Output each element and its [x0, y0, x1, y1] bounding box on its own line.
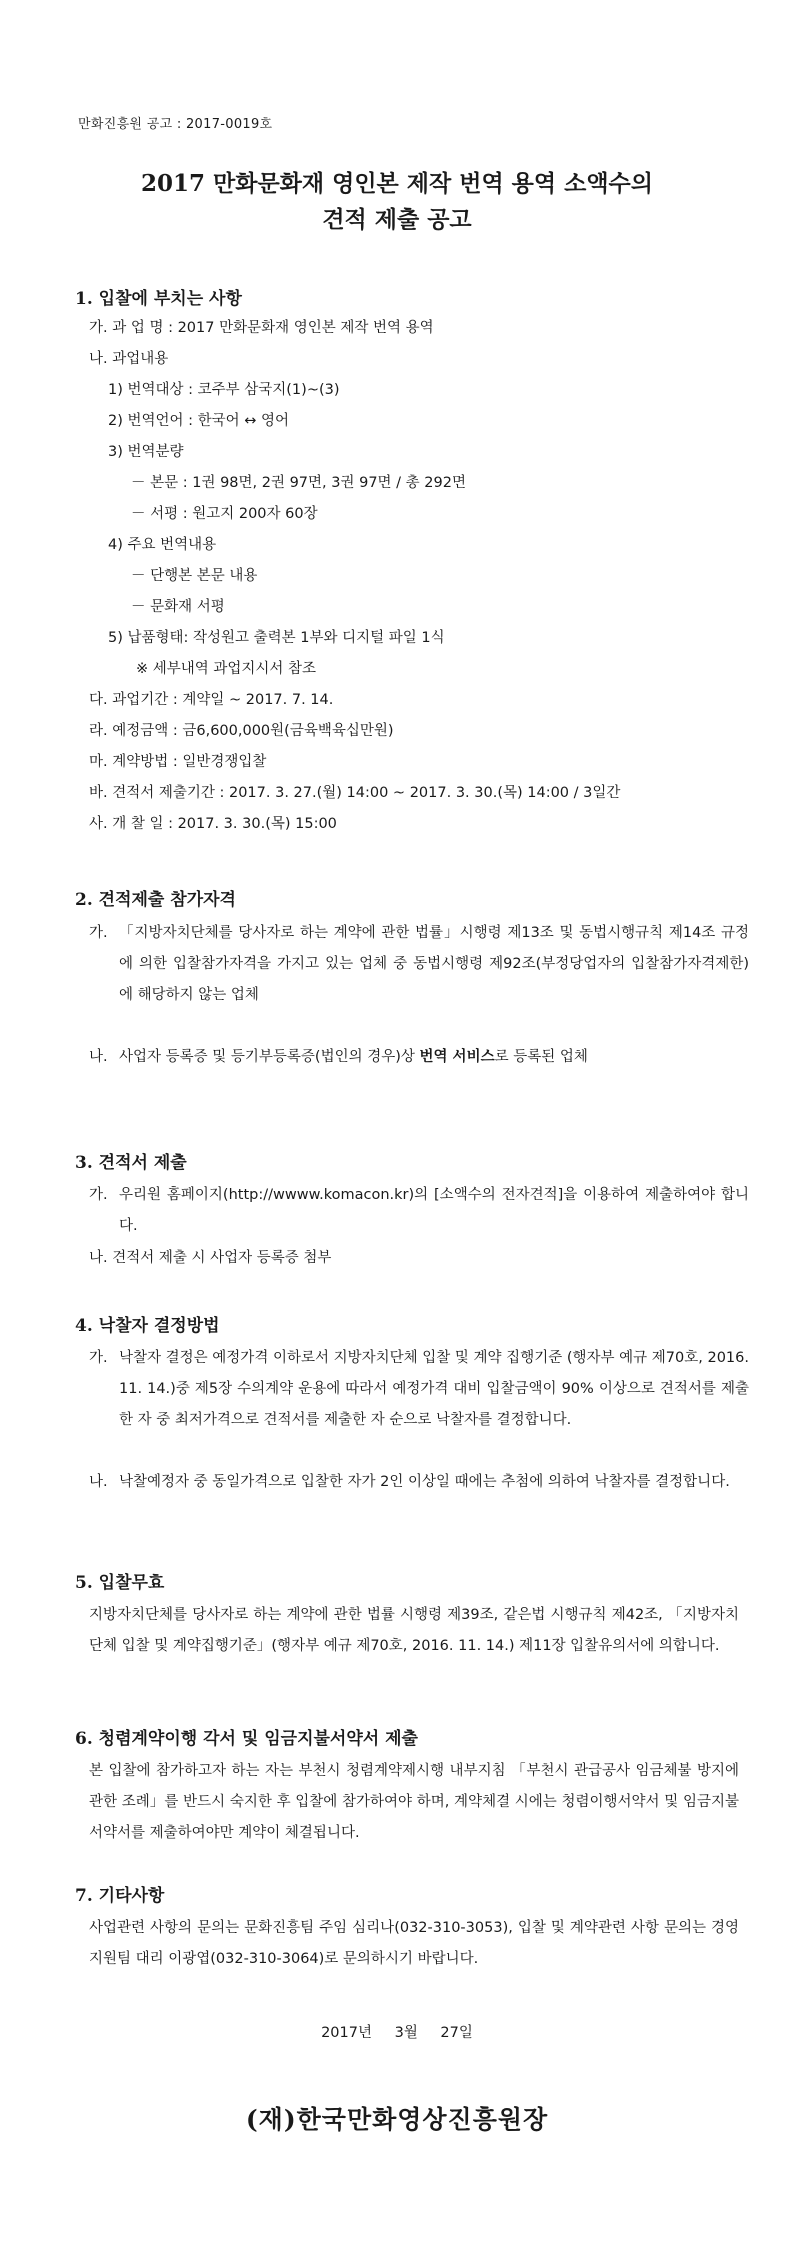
issuing-organization: (재)한국만화영상진흥원장	[245, 2105, 549, 2134]
s4-ga-text: 낙찰자 결정은 예정가격 이하로서 지방자치단체 입찰 및 계약 집행기준 (행자부 예규 제70호, 2016. 11. 14.)중 제5장 수의계약 운용에 따라서 예정가격 대비 입찰금액이 90% 이상으로 견적서를 제출한 자 중 최저가격으로 견적서를 제출한 자 순으로 낙찰자를 결정합니다.	[119, 1350, 749, 1428]
s1-item-ma: 마. 계약방법 : 일반경쟁입찰	[89, 754, 267, 770]
s4-ga-mark: 가.	[89, 1350, 108, 1366]
section-3-heading: 3. 견적서 제출	[75, 1153, 187, 1173]
s1-sub-3-review: － 서평 : 원고지 200자 60장	[131, 506, 318, 522]
s3-ga-mark: 가.	[89, 1187, 108, 1203]
s1-note: ※ 세부내역 과업지시서 참조	[136, 661, 317, 677]
document-title	[0, 166, 794, 238]
s5-text: 지방자치단체를 당사자로 하는 계약에 관한 법률 시행령 제39조, 같은법 시행규칙 제42조, 「지방자치단체 입찰 및 계약집행기준」(행자부 예규 제70호, 2016. 11. 14.) 제11장 입찰유의서에 의합니다.	[89, 1607, 739, 1654]
issue-date: 2017년 3월 27일	[321, 2025, 473, 2041]
s2-na-text-b: 로 등록된 업체	[494, 1049, 588, 1065]
s1-sub-1: 1) 번역대상 : 코주부 삼국지(1)~(3)	[108, 382, 340, 398]
s1-item-ba: 바. 견적서 제출기간 : 2017. 3. 27.(월) 14:00 ~ 2017. 3. 30.(목) 14:00 / 3일간	[89, 785, 621, 801]
s6-text: 본 입찰에 참가하고자 하는 자는 부천시 청렴계약제시행 내부지침 「부천시 관급공사 임금체불 방지에 관한 조례」를 반드시 숙지한 후 입찰에 참가하여야 하며, 계약체결 시에는 청렴이행서약서 및 임금지불서약서를 제출하여야만 계약이 체결됩니다.	[89, 1763, 739, 1841]
s2-item-na	[89, 1042, 749, 1073]
s4-item-ga	[89, 1343, 749, 1436]
s1-sub-2: 2) 번역언어 : 한국어 ↔ 영어	[108, 413, 290, 429]
s4-item-na	[89, 1467, 749, 1498]
section-1-heading: 1. 입찰에 부치는 사항	[75, 289, 242, 309]
s3-item-ga	[89, 1180, 749, 1242]
notice-number: 만화진흥원 공고 : 2017-0019호	[78, 117, 273, 132]
title-line-2: 견적 제출 공고	[322, 206, 472, 233]
section-6-heading: 6. 청렴계약이행 각서 및 임금지불서약서 제출	[75, 1729, 418, 1749]
s2-item-ga	[89, 918, 749, 1042]
s2-ga-text: 「지방자치단체를 당사자로 하는 계약에 관한 법률」시행령 제13조 및 동법시행규칙 제14조 규정에 의한 입찰참가자격을 가지고 있는 업체 중 동법시행령 제92조(부정당업자의 입찰참가자격제한)에 해당하지 않는 업체	[119, 925, 749, 1003]
s2-na-text-a: 사업자 등록증 및 등기부등록증(법인의 경우)상	[119, 1049, 420, 1065]
s1-sub-3-body: － 본문 : 1권 98면, 2권 97면, 3권 97면 / 총 292면	[131, 475, 466, 491]
section-4-heading: 4. 낙찰자 결정방법	[75, 1316, 220, 1336]
s4-na-text: 낙찰예정자 중 동일가격으로 입찰한 자가 2인 이상일 때에는 추첨에 의하여 낙찰자를 결정합니다.	[119, 1474, 730, 1490]
s3-item-na: 나. 견적서 제출 시 사업자 등록증 첨부	[89, 1250, 332, 1266]
title-line-1: 2017 만화문화재 영인본 제작 번역 용역 소액수의	[141, 170, 653, 197]
s1-sub-4-body: － 단행본 본문 내용	[131, 568, 258, 584]
section-5-heading: 5. 입찰무효	[75, 1573, 165, 1593]
s2-na-mark: 나.	[89, 1049, 108, 1065]
section-7-heading: 7. 기타사항	[75, 1886, 165, 1906]
s7-text: 사업관련 사항의 문의는 문화진흥팀 주임 심리나(032-310-3053), 입찰 및 계약관련 사항 문의는 경영지원팀 대리 이광엽(032-310-3064)로 문의하시기 바랍니다.	[89, 1920, 739, 1967]
s4-na-mark: 나.	[89, 1474, 108, 1490]
s1-item-sa: 사. 개 찰 일 : 2017. 3. 30.(목) 15:00	[89, 816, 337, 832]
s1-item-ra: 라. 예정금액 : 금6,600,000원(금육백육십만원)	[89, 723, 394, 739]
s1-sub-5: 5) 납품형태: 작성원고 출력본 1부와 디지털 파일 1식	[108, 630, 445, 646]
s1-sub-4: 4) 주요 번역내용	[108, 537, 217, 553]
section-2-heading: 2. 견적제출 참가자격	[75, 890, 236, 910]
s1-item-da: 다. 과업기간 : 계약일 ~ 2017. 7. 14.	[89, 692, 334, 708]
s1-sub-3: 3) 번역분량	[108, 444, 184, 460]
s3-ga-text: 우리원 홈페이지(http://wwww.komacon.kr)의 [소액수의 전자견적]을 이용하여 제출하여야 합니다.	[119, 1187, 749, 1234]
s1-sub-4-review: － 문화재 서평	[131, 599, 225, 615]
s1-item-na: 나. 과업내용	[89, 351, 169, 367]
s2-na-bold: 번역 서비스	[419, 1049, 495, 1065]
s1-item-ga: 가. 과 업 명 : 2017 만화문화재 영인본 제작 번역 용역	[89, 320, 434, 336]
s2-ga-mark: 가.	[89, 925, 108, 941]
